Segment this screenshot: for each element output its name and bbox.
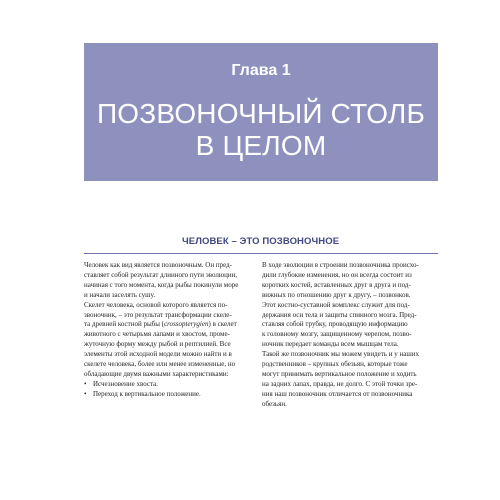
- text-line: Такой же позвоночник мы можем увидеть и у наших: [262, 350, 419, 359]
- chapter-banner: [84, 43, 438, 181]
- bullet-text: Переход к вертикальное положение.: [93, 389, 201, 398]
- text-line: к головному мозгу, защищенному черепом, позво-: [262, 330, 412, 339]
- text-line: Этот костно-суставной комплекс служит для под-: [262, 300, 410, 309]
- text-line: элементы этой исходной модели можно найти и в: [84, 350, 232, 359]
- text-line: скелете человека, более или менее измененные, но: [84, 360, 236, 369]
- text-line: звоночник, – это результат трансформации скеле-: [84, 310, 232, 319]
- text-line: и начали заселять сушу.: [84, 290, 156, 299]
- section-heading: ЧЕЛОВЕК – ЭТО ПОЗВОНОЧНОЕ: [182, 236, 340, 247]
- text-line: вижных по отношению друг к другу, – позвонков.: [262, 290, 411, 299]
- right-text-column: [262, 261, 438, 410]
- text-line: на задних лапах, правда, не долго. С этой точки зре-: [262, 379, 418, 388]
- section-divider: [84, 253, 438, 254]
- chapter-title-line-2: В ЦЕЛОМ: [195, 130, 327, 161]
- text-line: ния наш позвоночник отличается от позвоночника: [262, 389, 413, 398]
- text-line: родственников – крупных обезьян, которые тоже: [262, 360, 408, 369]
- text-line: держания оси тела и защиты спинного мозга. Пред-: [262, 310, 417, 319]
- text-line: могут принимать вертикальное положение и ходить: [262, 369, 417, 378]
- text-line: обезьян.: [262, 399, 287, 408]
- chapter-title-line-1: ПОЗВОНОЧНЫЙ СТОЛБ: [96, 98, 426, 129]
- text-line: В ходе эволюции в строении позвоночника происхо-: [262, 261, 419, 269]
- text-line: животного с четырьмя лапами и хвостом, проме-: [84, 330, 230, 339]
- text-line: Человек как вид является позвоночным. Он пред-: [84, 261, 232, 269]
- latin-term: crossopterygien: [164, 320, 209, 329]
- bullet-item: [84, 380, 254, 390]
- bullet-icon: •: [84, 379, 87, 388]
- text-line: Скелет человека, основой которого является по-: [84, 300, 228, 309]
- text-line: коротких костей, вставленных друг в друга и под-: [262, 280, 411, 289]
- text-line: ночник передает команды всем мышцам тела.: [262, 340, 399, 349]
- text-line: обладающие двумя важными характеристиками:: [84, 369, 229, 378]
- bullet-list: [84, 380, 254, 400]
- chapter-label: Глава 1: [231, 62, 291, 79]
- chapter-title: [84, 98, 438, 162]
- left-text-column: [84, 261, 254, 400]
- text-line: начиная с того момента, когда рыбы покинули море: [84, 280, 239, 289]
- bullet-text: Исчезновение хвоста.: [93, 379, 159, 388]
- text-line: ставляя собой трубку, проводящую информацию: [262, 320, 408, 329]
- text-line: дили глубокие изменения, но он всегда состоит из: [262, 270, 412, 279]
- text-line: жуточную форму между рыбой и рептилией. Все: [84, 340, 231, 349]
- bullet-icon: •: [84, 389, 87, 398]
- bullet-item: [84, 390, 254, 400]
- text-line: та древней костной рыбы (crossopterygien) в скелет: [84, 320, 237, 329]
- text-line: ставляет собой результат длинного пути эволюции,: [84, 270, 238, 279]
